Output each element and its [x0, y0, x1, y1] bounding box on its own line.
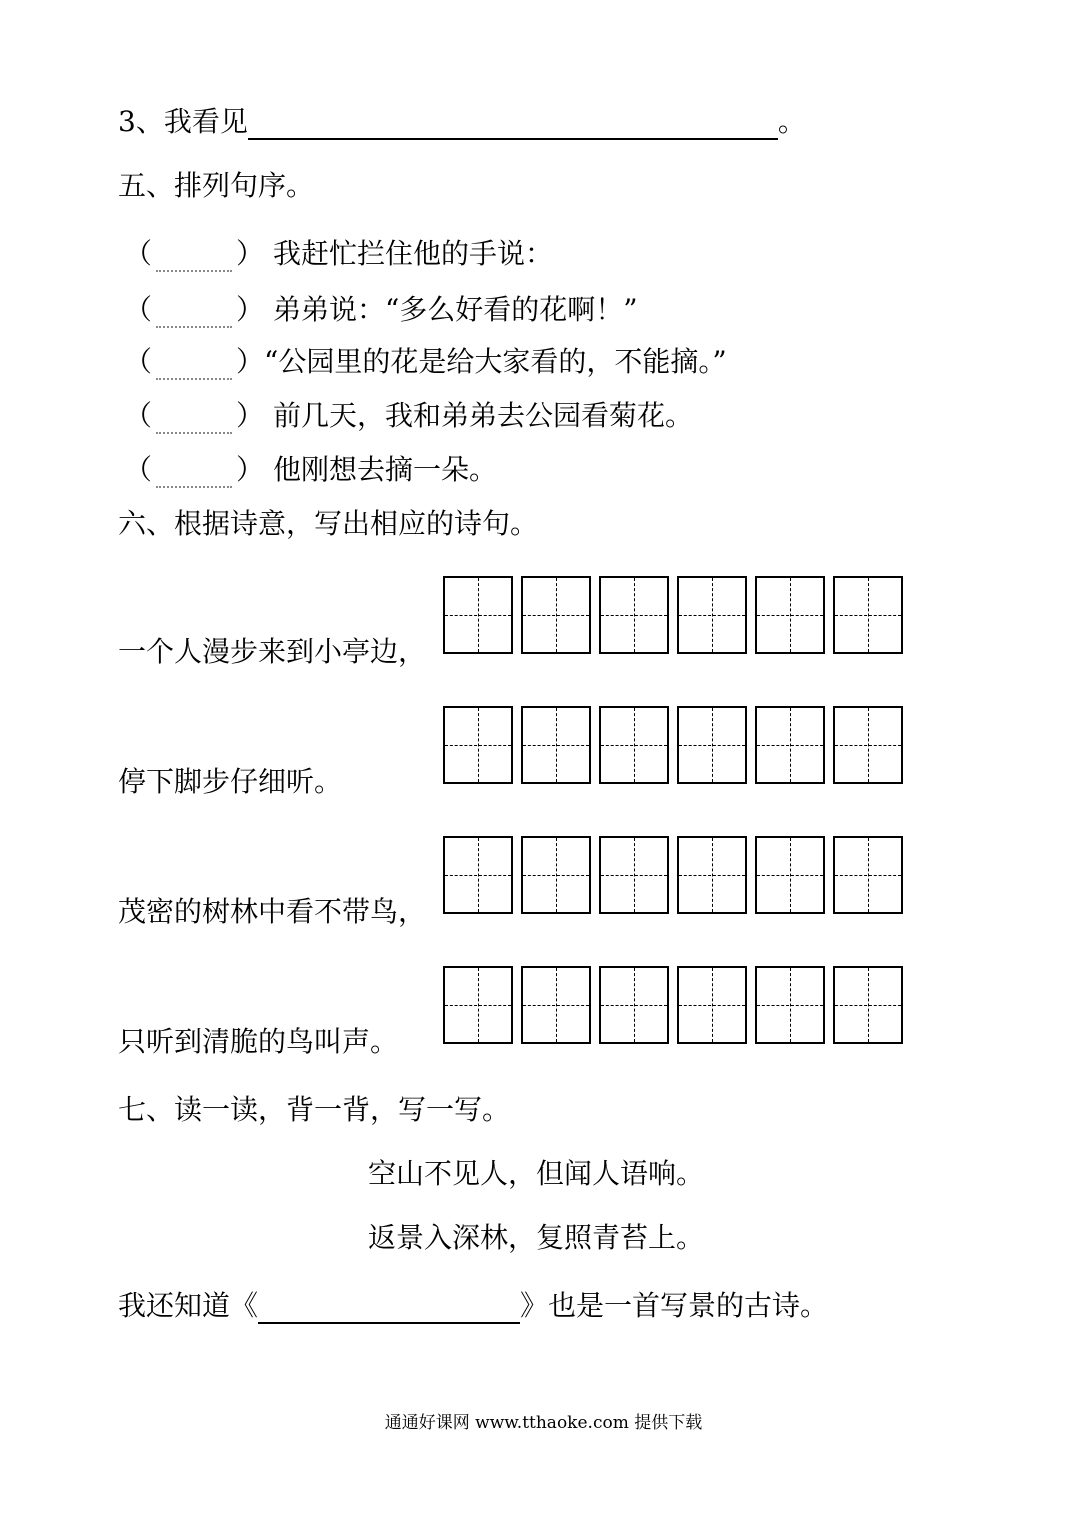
- writing-cell[interactable]: [599, 966, 669, 1044]
- poem-meaning-2: 停下脚步仔细听。: [118, 765, 343, 798]
- writing-cell[interactable]: [755, 706, 825, 784]
- order-text: 他刚想去摘一朵。: [272, 453, 497, 486]
- q3-answer-blank[interactable]: [248, 110, 778, 140]
- writing-cell[interactable]: [521, 576, 591, 654]
- order-blank[interactable]: [156, 350, 232, 380]
- writing-cell[interactable]: [443, 966, 513, 1044]
- writing-cell[interactable]: [677, 706, 747, 784]
- order-item-3: [124, 344, 727, 380]
- writing-cell[interactable]: [443, 706, 513, 784]
- order-text: 前几天，我和弟弟去公园看菊花。: [272, 399, 693, 432]
- poem-line-1: 空山不见人，但闻人语响。: [368, 1157, 705, 1190]
- writing-cell[interactable]: [521, 706, 591, 784]
- close-paren: ）: [236, 237, 265, 270]
- q3-suffix: 。: [777, 105, 806, 138]
- writing-grid-4: [443, 966, 903, 1044]
- writing-cell[interactable]: [833, 576, 903, 654]
- writing-cell[interactable]: [677, 966, 747, 1044]
- close-paren: ）: [236, 345, 265, 378]
- writing-cell[interactable]: [677, 576, 747, 654]
- writing-cell[interactable]: [677, 836, 747, 914]
- writing-cell[interactable]: [755, 836, 825, 914]
- order-text: “公园里的花是给大家看的，不能摘。”: [264, 345, 727, 378]
- order-text: 我赶忙拦住他的手说：: [272, 237, 553, 270]
- open-paren: （: [124, 399, 153, 432]
- order-item-5: [124, 452, 497, 488]
- question-3: [118, 104, 806, 140]
- writing-cell[interactable]: [599, 836, 669, 914]
- section-5-title: 五、排列句序。: [118, 169, 315, 202]
- writing-grid-3: [443, 836, 903, 914]
- order-text: 弟弟说：“多么好看的花啊！”: [272, 293, 638, 326]
- close-paren: ）: [236, 399, 265, 432]
- open-paren: （: [124, 293, 153, 326]
- order-item-2: [124, 292, 638, 328]
- poem-line-2: 返景入深林，复照青苔上。: [368, 1221, 705, 1254]
- poem-title-blank[interactable]: [258, 1294, 520, 1324]
- writing-cell[interactable]: [833, 836, 903, 914]
- order-blank[interactable]: [156, 242, 232, 272]
- order-blank[interactable]: [156, 298, 232, 328]
- also-suffix: 》也是一首写景的古诗。: [520, 1289, 829, 1322]
- writing-cell[interactable]: [443, 836, 513, 914]
- writing-cell[interactable]: [599, 576, 669, 654]
- writing-grid-2: [443, 706, 903, 784]
- order-item-4: [124, 398, 693, 434]
- open-paren: （: [124, 453, 153, 486]
- poem-meaning-1: 一个人漫步来到小亭边，: [118, 635, 427, 668]
- writing-cell[interactable]: [833, 706, 903, 784]
- poem-meaning-4: 只听到清脆的鸟叫声。: [118, 1025, 399, 1058]
- writing-cell[interactable]: [443, 576, 513, 654]
- order-item-1: [124, 236, 553, 272]
- order-blank[interactable]: [156, 404, 232, 434]
- open-paren: （: [124, 345, 153, 378]
- footer-source: 通通好课网 www.tthaoke.com 提供下载: [384, 1413, 703, 1433]
- writing-cell[interactable]: [755, 576, 825, 654]
- poem-meaning-3: 茂密的树林中看不带鸟，: [118, 895, 427, 928]
- also-prefix: 我还知道《: [118, 1289, 259, 1322]
- writing-cell[interactable]: [755, 966, 825, 1044]
- writing-cell[interactable]: [833, 966, 903, 1044]
- close-paren: ）: [236, 293, 265, 326]
- order-blank[interactable]: [156, 458, 232, 488]
- close-paren: ）: [236, 453, 265, 486]
- open-paren: （: [124, 237, 153, 270]
- section-7-title: 七、读一读，背一背，写一写。: [118, 1093, 511, 1126]
- writing-cell[interactable]: [521, 966, 591, 1044]
- q3-prefix: 3、我看见: [118, 105, 248, 138]
- also-know-line: [118, 1288, 828, 1324]
- writing-grid-1: [443, 576, 903, 654]
- writing-cell[interactable]: [599, 706, 669, 784]
- section-6-title: 六、根据诗意，写出相应的诗句。: [118, 507, 539, 540]
- writing-cell[interactable]: [521, 836, 591, 914]
